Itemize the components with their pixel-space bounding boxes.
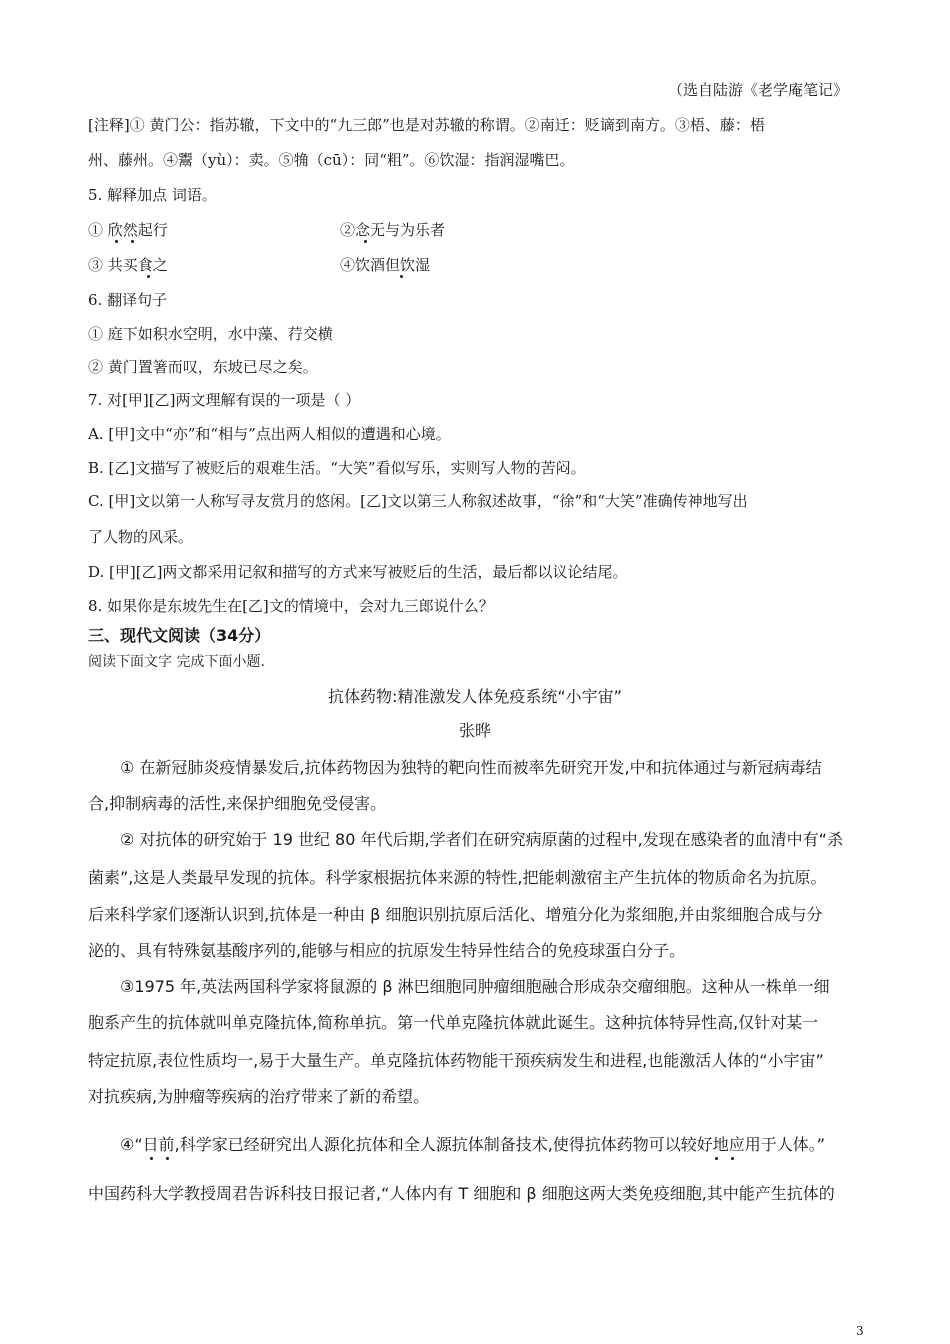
article-author: 张晔 [458, 721, 491, 740]
section-heading: 三、现代文阅读（34分） [88, 626, 271, 645]
article-title: 抗体药物:精准激发人体免疫系统“小宇宙” [328, 687, 622, 706]
annotation-line: 州、藤州。④鬻（yù）：卖。⑤觕（cū）：同“粗”。⑥饮湿：指润湿嘴巴。 [88, 151, 575, 169]
paragraph-line: 后来科学家们逐渐认识到,抗体是一种由 β 细胞识别抗原后活化、增殖分化为浆细胞,并由浆细胞合成与分 [88, 905, 823, 924]
paragraph-line: 中国药科大学教授周君告诉科技日报记者,“人体内有 T 细胞和 β 细胞这两大类免疫细胞,其中能产生抗体的 [88, 1184, 835, 1203]
paragraph-line: ③1975 年,英法两国科学家将鼠源的 β 淋巴细胞同肿瘤细胞融合形成杂交瘤细胞。这种从一株单一细 [120, 977, 830, 996]
emphasis-dot [166, 1157, 169, 1160]
question-8-title: 8. 如果你是东坡先生在[乙]文的情境中，会对九三郎说什么？ [88, 597, 494, 615]
emphasis-dot [364, 240, 367, 243]
emphasis-dot [147, 275, 150, 278]
paragraph-line: 对抗疾病,为肿瘤等疾病的治疗带来了新的希望。 [88, 1087, 430, 1106]
section-instruction: 阅读下面文字 完成下面小题. [88, 654, 265, 670]
question-7-title: 7. 对[甲][乙]两文理解有误的一项是（ ） [88, 391, 361, 409]
emphasis-dot [150, 1157, 153, 1160]
q5-item-1: ① 欣然起行 [88, 221, 168, 239]
question-6-title: 6. 翻译句子 [88, 291, 168, 309]
emphasis-dot [715, 1157, 718, 1160]
paragraph-line: 特定抗原,表位性质均一,易于大量生产。单克隆抗体药物能干预疾病发生和进程,也能激活人体的“小宇宙” [88, 1051, 824, 1070]
paragraph-line: 泌的、具有特殊氨基酸序列的,能够与相应的抗原发生特异性结合的免疫球蛋白分子。 [88, 941, 686, 960]
paragraph-line: ② 对抗体的研究始于 19 世纪 80 年代后期,学者们在研究病原菌的过程中,发现在感染者的血清中有“杀 [120, 830, 843, 849]
q5-item-3: ③ 共买食之 [88, 256, 168, 274]
q6-sentence-1: ① 庭下如积水空明，水中藻、荇交横 [88, 325, 333, 343]
emphasis-dot [131, 240, 134, 243]
paragraph-line: ④“日前,科学家已经研究出人源化抗体和全人源抗体制备技术,使得抗体药物可以较好地应用于人体。” [120, 1135, 826, 1154]
paragraph-line: 胞系产生的抗体就叫单克隆抗体,简称单抗。第一代单克隆抗体就此诞生。这种抗体特异性高,仅针对某一 [88, 1013, 819, 1032]
q6-sentence-2: ② 黄门置箸而叹，东坡已尽之矣。 [88, 358, 318, 376]
emphasis-dot [115, 240, 118, 243]
q7-option-c: C. [甲]文以第一人称写寻友赏月的悠闲。[乙]文以第三人称叙述故事，“徐”和“大笑”准确传神地写出 [88, 492, 748, 510]
paragraph-line: 菌素”,这是人类最早发现的抗体。科学家根据抗体来源的特性,把能刺激宿主产生抗体的物质命名为抗原。 [88, 868, 827, 887]
emphasis-dot [400, 275, 403, 278]
q7-option-b: B. [乙]文描写了被贬后的艰难生活。“大笑”看似写乐，实则写人物的苦闷。 [88, 459, 586, 477]
q5-item-2: ②念无与为乐者 [340, 221, 446, 239]
q7-option-a: A. [甲]文中“亦”和“相与”点出两人相似的遭遇和心境。 [88, 425, 451, 443]
page-number: 3 [856, 1324, 864, 1338]
source-citation: （选自陆游《老学庵笔记》 [668, 81, 849, 99]
paragraph-line: ① 在新冠肺炎疫情暴发后,抗体药物因为独特的靶向性而被率先研究开发,中和抗体通过与新冠病毒结 [120, 758, 822, 777]
emphasis-dot [731, 1157, 734, 1160]
q7-option-d: D. [甲][乙]两文都采用记叙和描写的方式来写被贬后的生活，最后都以议论结尾。 [88, 563, 628, 581]
q7-option-c-cont: 了人物的风采。 [88, 528, 194, 546]
annotation-line: [注释]① 黄门公：指苏辙，下文中的“九三郎”也是对苏辙的称谓。②南迁：贬谪到南方。③梧、藤：梧 [88, 116, 765, 134]
paragraph-line: 合,抑制病毒的活性,来保护细胞免受侵害。 [88, 794, 387, 813]
q5-item-4: ④饮酒但饮湿 [340, 256, 431, 274]
question-5-title: 5. 解释加点 词语。 [88, 186, 217, 204]
